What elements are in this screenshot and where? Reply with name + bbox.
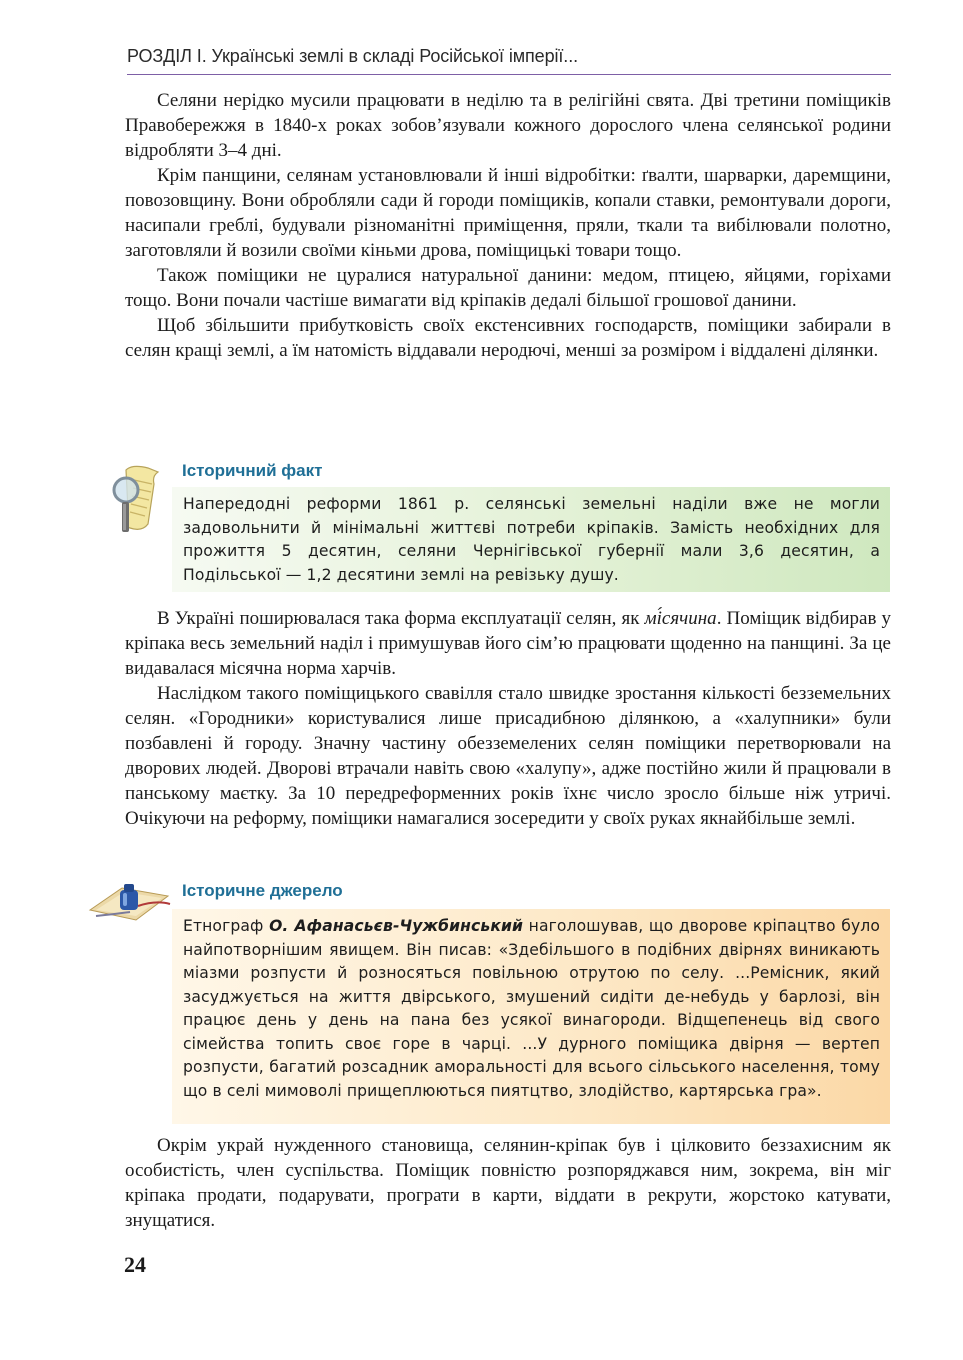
source-text [183, 915, 880, 1103]
source-author: О. Афанасьєв-Чужбинський [269, 917, 524, 935]
fact-box [172, 487, 890, 592]
term-misyachyna: мі́сячина [644, 608, 717, 629]
paragraph-part: В Україні поширювалася така форма експлуатації селян, як [157, 608, 645, 629]
page-number: 24 [124, 1252, 146, 1277]
paragraph: Також поміщики не цуралися натуральної данини: медом, птицею, яйцями, горіхами тощо. Вони почали частіше вимагати від кріпаків дедалі більшої грошової данини. [125, 265, 891, 311]
fact-text: Напередодні реформи 1861 р. селянські земельні наділи вже не могли задовольнити й мінімальні життєві потреби кріпаків. Замість необхідних для прожиття 5 десятин, селяни Чернігівської губернії мали 3,6 десятин, а Подільської — 1,2 десятини землі на ревізьку душу. [183, 495, 880, 584]
paragraph-part: . Поміщик відбирав у кріпака весь земельний наділ і примушував його сім’ю працювати щоденно на панщині. За це видавалася місячна норма харчів. [125, 608, 891, 679]
text-block-bottom [125, 1133, 891, 1233]
scroll-magnifier-icon [108, 462, 170, 543]
source-box [172, 909, 890, 1124]
text-block-middle [125, 606, 891, 831]
source-title: Історичне джерело [182, 881, 343, 900]
inkwell-quill-icon [86, 876, 172, 927]
paragraph: Крім панщини, селянам установлювали й інші відробітки: ґвалти, шарварки, даремщини, повозовщину. Вони обробляли сади й городи поміщиків, копали ставки, ремонтували дороги, насипали греблі, будували різноманітні приміщення, пряли, ткали та вибілювали полотно, заготовляли й возили своїми кіньми дрова, поміщицькі товари тощо. [125, 165, 891, 261]
source-quote: наголошував, що дворове кріпацтво було найпотворнішим явищем. Він писав: «Здебільшого в подібних двірнях виникають міазми розпусти й розносяться повільною отрутою по селу. ...Ремісник, який засуджується на життя двірського, змушений сидіти де-небудь у барлозі, він працює день у день на пана без усякої винагороди. Відщепенець від свого сімейства топить своє горе в чарці. ...У дурного поміщика двірня — вертеп розпусти, багатий розсадник аморальності для всього сільського населення, тому що в селі мимоволі прищеплюються пиятцтво, злодійство, картярська гра». [183, 917, 881, 1100]
paragraph [125, 606, 891, 681]
paragraph: Селяни нерідко мусили працювати в неділю та в релігійні свята. Дві третини поміщиків Правобережжя в 1840-х роках зобов’язували кожного дорослого члена селянської родини відробляти 3–4 дні. [125, 90, 891, 161]
fact-title: Історичний факт [182, 461, 323, 480]
running-header: РОЗДІЛ І. Українські землі в складі Російської імперії... [127, 46, 578, 66]
text-block-top [125, 88, 891, 363]
paragraph: Щоб збільшити прибутковість своїх екстенсивних господарств, поміщики забирали в селян кращі землі, а їм натомість віддавали неродючі, менші за розміром і віддалені ділянки. [125, 315, 891, 361]
paragraph: Окрім украй нужденного становища, селянин-кріпак був і цілковито беззахисним як особистість, член суспільства. Поміщик повністю розпоряджався ним, зокрема, він міг кріпака продати, подарувати, програти в карти, віддати в рекрути, жорстоко катувати, знущатися. [125, 1135, 891, 1231]
header-rule [127, 74, 891, 75]
source-prefix: Етнограф [183, 917, 270, 935]
paragraph: Наслідком такого поміщицького свавілля стало швидке зростання кількості безземельних селян. «Городники» користувалися лише присадибною ділянкою, а «халупники» були позбавлені й городу. Значну частину обезземелених селян поміщики перетворювали на дворових людей. Дворові втрачали навіть свою «халупу», адже постійно жили й працювали в панському маєтку. За 10 передреформенних років їхнє число зросло більше ніж утричі. Очікуючи на реформу, поміщики намагалися зосередити у своїх руках якнайбільше землі. [125, 683, 891, 829]
